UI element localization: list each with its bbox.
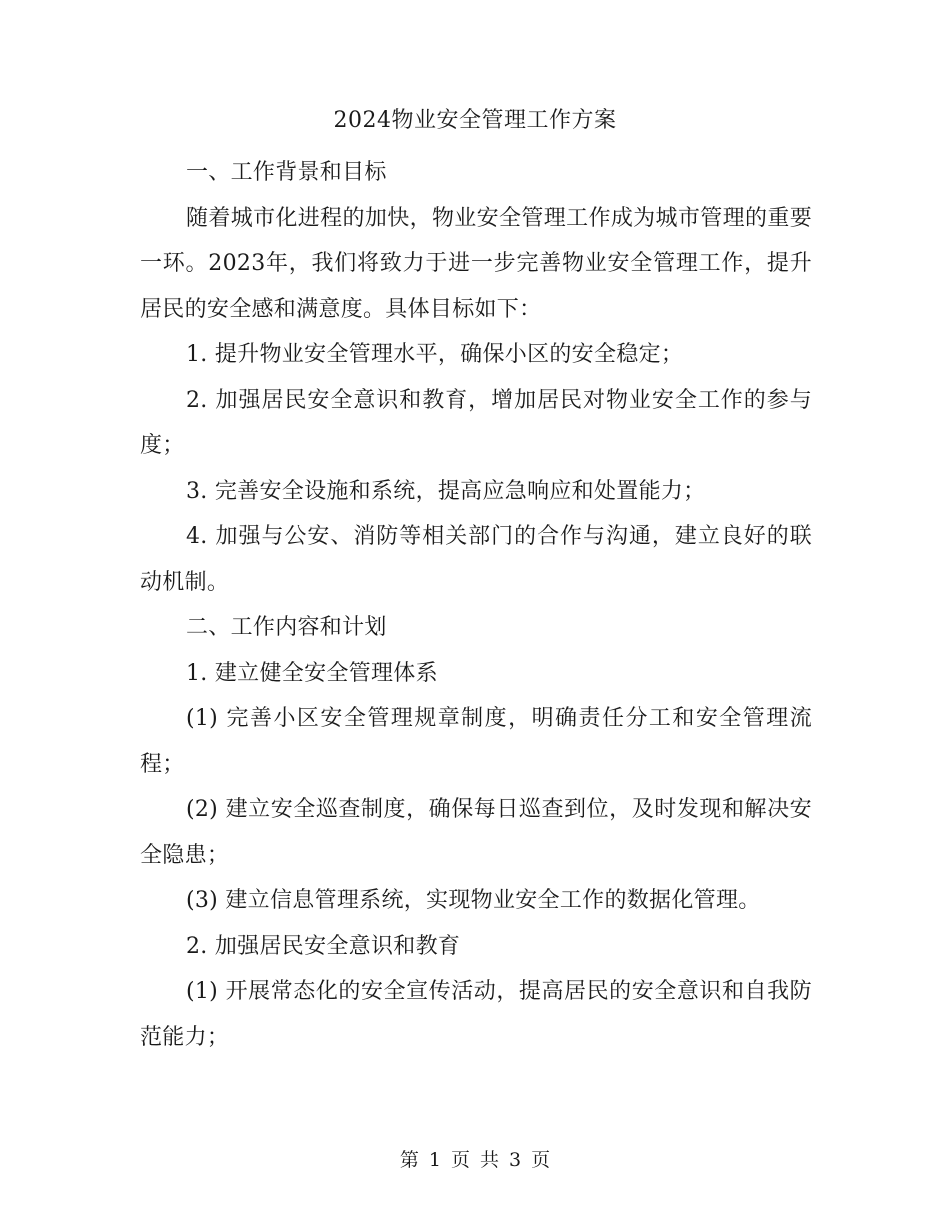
plan-item-1-3: (3) 建立信息管理系统，实现物业安全工作的数据化管理。 [186,888,761,913]
paragraph-intro: 随着城市化进程的加快，物业安全管理工作成为城市管理的重要一环。2023年，我们将致力于进一步完善物业安全管理工作，提升居民的安全感和满意度。具体目标如下： [140,205,812,322]
document-title: 2024物业安全管理工作方案 [333,108,617,133]
goal-item-1: 1. 提升物业安全管理水平，确保小区的安全稳定； [186,342,684,367]
goal-item-4: 4. 加强与公安、消防等相关部门的合作与沟通，建立良好的联动机制。 [140,524,812,595]
subsection-heading-2: 2. 加强居民安全意识和教育 [186,933,461,959]
document-body [140,150,812,1060]
subsection-heading-1: 1. 建立健全安全管理体系 [186,660,438,686]
section-heading-content: 二、工作内容和计划 [186,615,387,640]
section-heading-background: 一、工作背景和目标 [186,160,387,185]
goal-item-3: 3. 完善安全设施和系统，提高应急响应和处置能力； [186,478,706,504]
page-number-footer: 第 1 页 共 3 页 [399,1149,551,1171]
plan-item-1-2: (2) 建立安全巡查制度，确保每日巡查到位，及时发现和解决安全隐患； [140,797,812,868]
goal-item-2: 2. 加强居民安全意识和教育，增加居民对物业安全工作的参与度； [140,387,812,458]
plan-item-1-1: (1) 完善小区安全管理规章制度，明确责任分工和安全管理流程； [140,706,812,777]
plan-item-2-1: (1) 开展常态化的安全宣传活动，提高居民的安全意识和自我防范能力； [140,979,812,1050]
